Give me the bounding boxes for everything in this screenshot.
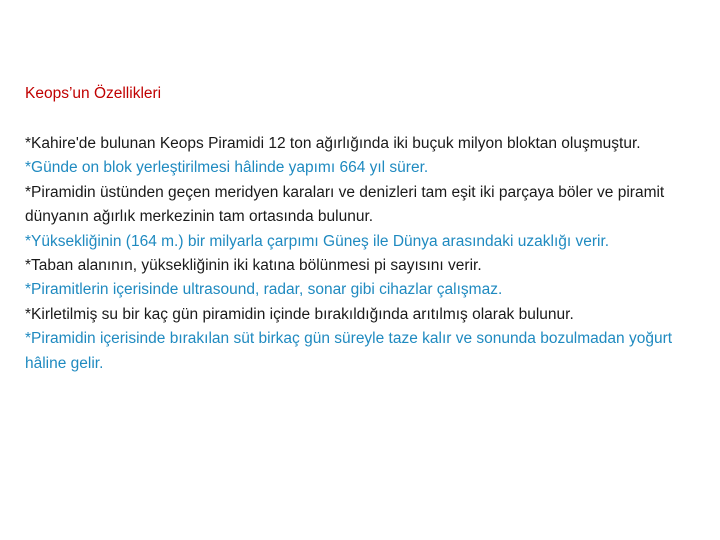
fact-paragraph: *Kahire'de bulunan Keops Piramidi 12 ton ağırlığında iki buçuk milyon bloktan oluşmuştur.: [25, 135, 641, 152]
fact-paragraph: *Günde on blok yerleştirilmesi hâlinde yapımı 664 yıl sürer.: [25, 159, 429, 177]
fact-paragraph: *Piramidin üstünden geçen meridyen karaları ve denizleri tam eşit iki parçaya böler ve piramit dünyanın ağırlık merkezinin tam ortasında bulunur.: [25, 183, 665, 226]
slide-body: [25, 132, 700, 376]
fact-paragraph: *Kirletilmiş su bir kaç gün piramidin içinde bırakıldığında arıtılmış olarak bulunur.: [25, 305, 574, 323]
slide-title: Keops’un Özellikleri: [25, 85, 162, 102]
fact-paragraph: *Taban alanının, yüksekliğinin iki katına bölünmesi pi sayısını verir.: [25, 257, 482, 275]
fact-paragraph: *Piramidin içerisinde bırakılan süt birkaç gün süreyle taze kalır ve sonunda bozulmadan yoğurt hâline gelir.: [25, 330, 673, 372]
fact-paragraph: *Piramitlerin içerisinde ultrasound, radar, sonar gibi cihazlar çalışmaz.: [25, 281, 503, 299]
fact-paragraph: *Yüksekliğinin (164 m.) bir milyarla çarpımı Güneş ile Dünya arasındaki uzaklığı verir.: [25, 232, 610, 250]
